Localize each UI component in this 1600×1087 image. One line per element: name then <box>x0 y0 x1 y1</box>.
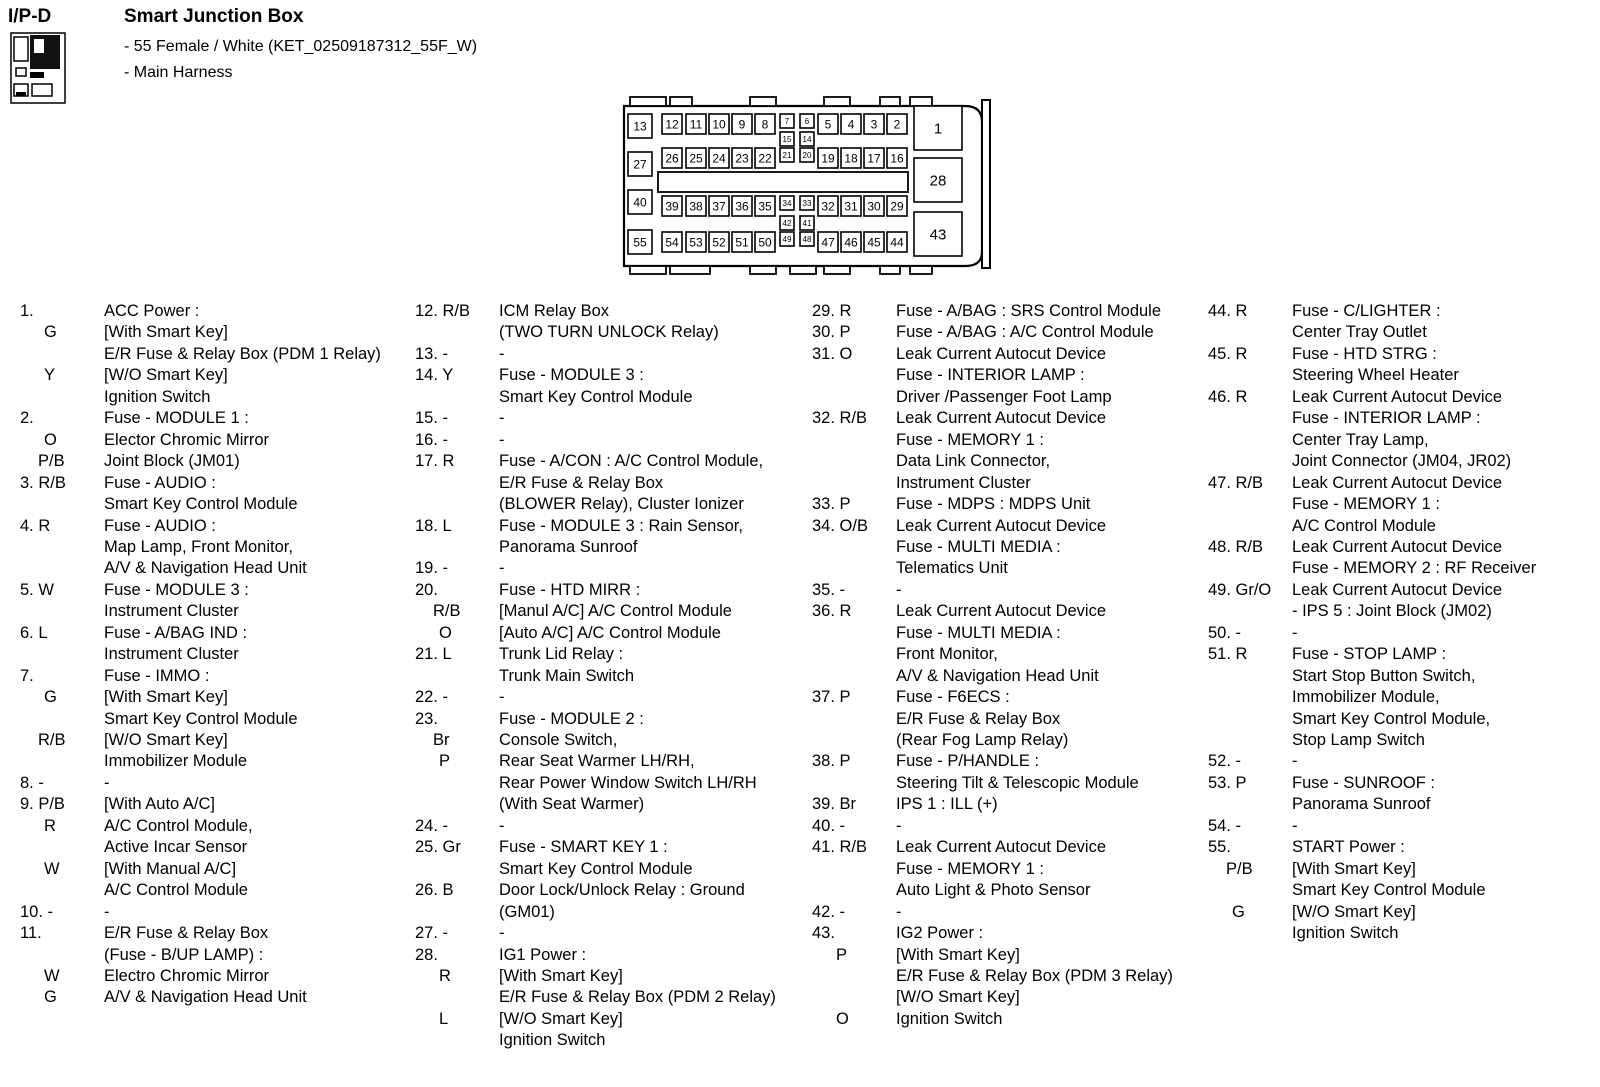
wire-color: Br <box>433 731 450 749</box>
pin-description: [W/O Smart Key] <box>104 731 228 749</box>
pin-number: 38 <box>689 199 703 214</box>
pin-description: Steering Tilt & Telescopic Module <box>896 773 1139 792</box>
pin-number-wire-color: 41. R/B <box>812 838 868 857</box>
pin-description: Steering Wheel Heater <box>1292 366 1459 385</box>
pin-number: 35 <box>758 199 772 214</box>
pin-description: (TWO TURN UNLOCK Relay) <box>499 323 719 342</box>
pin-description: Leak Current Autocut Device <box>1292 387 1503 406</box>
pin-description: A/V & Navigation Head Unit <box>104 559 307 578</box>
pin-number-wire-color: 47. R/B <box>1208 473 1264 492</box>
wire-color: O <box>836 1009 849 1028</box>
pin-number: 16 <box>890 151 904 166</box>
pin-description: - <box>896 816 902 835</box>
pin-number: 26 <box>665 151 679 166</box>
pin-number-wire-color: 14. Y <box>415 366 454 385</box>
pin-description: [With Manual A/C] <box>104 859 237 878</box>
pin-number: 3 <box>870 117 878 132</box>
pin-description: - <box>499 688 505 707</box>
pin-description: Auto Light & Photo Sensor <box>896 881 1091 900</box>
wire-color: G <box>44 988 57 1007</box>
pin-number-wire-color: 30. P <box>812 323 851 342</box>
pin-description: - <box>1292 623 1298 642</box>
wire-color: O <box>439 623 452 642</box>
pin-description: Fuse - HTD STRG : <box>1292 344 1437 363</box>
pin-description: - <box>499 924 505 943</box>
pin-number-wire-color: 37. P <box>812 688 851 707</box>
pin-description: Fuse - A/CON : A/C Control Module, <box>499 452 764 471</box>
pin-description: Panorama Sunroof <box>499 537 638 556</box>
pin-number: 49 <box>782 234 792 244</box>
pin-number-wire-color: 39. Br <box>812 795 857 814</box>
pin-number: 36 <box>735 199 749 214</box>
pin-description: Fuse - INTERIOR LAMP : <box>896 366 1085 385</box>
pin-number-wire-color: 53. P <box>1208 773 1247 792</box>
pin-number: 5 <box>824 117 832 132</box>
pin-description: Smart Key Control Module <box>499 387 693 406</box>
pin-description: E/R Fuse & Relay Box (PDM 2 Relay) <box>499 988 776 1007</box>
pin-number-wire-color: 18. L <box>415 516 452 535</box>
pin-description: (GM01) <box>499 902 555 921</box>
pin-description: Fuse - AUDIO : <box>104 473 216 492</box>
pin-description: Fuse - AUDIO : <box>104 516 216 535</box>
pin-description: Smart Key Control Module <box>1292 881 1486 900</box>
pin-description: Fuse - MEMORY 1 : <box>896 430 1044 449</box>
pin-number: 6 <box>804 116 810 126</box>
pin-number: 15 <box>782 134 792 144</box>
page-title: Smart Junction Box <box>124 6 304 27</box>
pin-description: A/V & Navigation Head Unit <box>104 988 307 1007</box>
pin-description: Rear Seat Warmer LH/RH, <box>499 752 695 771</box>
pin-description: ICM Relay Box <box>499 302 610 320</box>
top-tab <box>750 97 776 106</box>
pin-number-wire-color: 25. Gr <box>415 838 461 857</box>
pin-description: E/R Fuse & Relay Box <box>499 473 664 492</box>
pin-number-wire-color: 17. R <box>415 452 455 471</box>
pin-description: Joint Block (JM01) <box>104 452 240 471</box>
wire-color: G <box>44 688 57 707</box>
wire-color: P <box>439 752 451 771</box>
pin-number: 42 <box>782 218 792 228</box>
pin-description: - <box>896 580 902 599</box>
pin-description: Leak Current Autocut Device <box>1292 580 1503 599</box>
pin-description: Fuse - MODULE 2 : <box>499 709 644 728</box>
pin-number: 23 <box>735 151 749 166</box>
pin-number-wire-color: 11. <box>20 924 42 943</box>
top-tab <box>880 97 900 106</box>
pin-number: 8 <box>761 117 769 132</box>
pin-description: Door Lock/Unlock Relay : Ground <box>499 881 745 900</box>
top-tab <box>670 97 692 106</box>
pin-number: 32 <box>821 199 835 214</box>
pin-number-wire-color: 5. W <box>20 580 54 599</box>
pin-number-wire-color: 38. P <box>812 752 851 771</box>
pin-description: IG1 Power : <box>499 945 587 964</box>
pin-description: Fuse - C/LIGHTER : <box>1292 302 1441 320</box>
pin-number: 40 <box>633 195 647 210</box>
pin-description: - <box>499 816 505 835</box>
wire-color: P/B <box>1226 859 1253 878</box>
pin-number: 28 <box>929 172 947 190</box>
pin-description: Ignition Switch <box>499 1031 606 1050</box>
pin-description: Fuse - MEMORY 2 : RF Receiver <box>1292 559 1537 578</box>
pin-number-wire-color: 34. O/B <box>812 516 868 535</box>
connector-spec: - 55 Female / White (KET_02509187312_55F_W) <box>124 38 478 55</box>
bottom-tab <box>790 266 816 274</box>
pin-number-wire-color: 28. <box>415 945 438 964</box>
pin-description: Leak Current Autocut Device <box>896 516 1107 535</box>
pin-number-wire-color: 54. - <box>1208 816 1242 835</box>
pin-description: Ignition Switch <box>1292 924 1399 943</box>
pin-description: Ignition Switch <box>896 1009 1003 1028</box>
pin-number-wire-color: 35. - <box>812 580 846 599</box>
connector-latch <box>982 100 990 268</box>
pin-description: Fuse - MULTI MEDIA : <box>896 537 1061 556</box>
pin-description: [W/O Smart Key] <box>896 988 1020 1007</box>
pin-description: - <box>499 409 505 428</box>
pin-description: Fuse - MODULE 3 : <box>104 580 249 599</box>
pin-number-wire-color: 21. L <box>415 645 452 664</box>
pin-number: 11 <box>689 117 703 132</box>
pin-description: Map Lamp, Front Monitor, <box>104 537 293 556</box>
pin-description: Instrument Cluster <box>104 602 239 621</box>
pin-number: 14 <box>802 134 812 144</box>
pin-description: Fuse - F6ECS : <box>896 688 1010 707</box>
wire-color: W <box>44 966 60 985</box>
pin-description: Fuse - MEMORY 1 : <box>1292 495 1440 514</box>
pin-number-wire-color: 12. R/B <box>415 302 471 320</box>
pin-number: 4 <box>847 117 855 132</box>
pin-description: [With Smart Key] <box>499 966 623 985</box>
top-tab <box>910 97 932 106</box>
pin-description: - <box>499 559 505 578</box>
wire-color: G <box>1232 902 1245 921</box>
bottom-tab <box>750 266 776 274</box>
pin-description: (Fuse - B/UP LAMP) : <box>104 945 264 964</box>
pin-description: Elector Chromic Mirror <box>104 430 270 449</box>
pin-description: Front Monitor, <box>896 645 998 664</box>
pin-description: Fuse - P/HANDLE : <box>896 752 1040 771</box>
pin-description: - <box>499 344 505 363</box>
pin-number-wire-color: 48. R/B <box>1208 537 1264 556</box>
pin-number: 9 <box>738 117 746 132</box>
pin-number: 24 <box>712 151 726 166</box>
pin-number-wire-color: 9. P/B <box>20 795 65 814</box>
pin-number: 54 <box>665 235 679 250</box>
pin-number-wire-color: 27. - <box>415 924 449 943</box>
pin-number: 53 <box>689 235 703 250</box>
pin-description: [With Smart Key] <box>1292 859 1416 878</box>
pin-description: Fuse - A/BAG : SRS Control Module <box>896 302 1162 320</box>
pin-description: Leak Current Autocut Device <box>896 344 1107 363</box>
pin-description: Fuse - HTD MIRR : <box>499 580 641 599</box>
pin-number-wire-color: 46. R <box>1208 387 1248 406</box>
pin-description: Immobilizer Module <box>104 752 248 771</box>
pin-description: Leak Current Autocut Device <box>1292 537 1503 556</box>
pin-number-wire-color: 19. - <box>415 559 449 578</box>
pin-description: Leak Current Autocut Device <box>896 409 1107 428</box>
pin-number: 19 <box>821 151 835 166</box>
pin-description: ACC Power : <box>104 302 200 320</box>
pin-number-wire-color: 44. R <box>1208 302 1248 320</box>
pin-number-wire-color: 51. R <box>1208 645 1248 664</box>
pin-number: 33 <box>802 198 812 208</box>
pin-number: 48 <box>802 234 812 244</box>
pin-description: Fuse - MEMORY 1 : <box>896 859 1044 878</box>
pin-description: - <box>1292 816 1298 835</box>
pin-description: Instrument Cluster <box>104 645 239 664</box>
connector-face-diagram <box>620 92 1015 282</box>
bottom-tab <box>630 266 666 274</box>
pin-number: 2 <box>893 117 901 132</box>
pin-number: 44 <box>890 235 904 250</box>
pin-description: Fuse - MODULE 3 : Rain Sensor, <box>499 516 743 535</box>
pin-number-wire-color: 40. - <box>812 816 846 835</box>
pin-number: 45 <box>867 235 881 250</box>
pin-description: Fuse - INTERIOR LAMP : <box>1292 409 1481 428</box>
pin-description: Stop Lamp Switch <box>1292 731 1425 749</box>
pin-description: [With Smart Key] <box>104 688 228 707</box>
pin-number: 25 <box>689 151 703 166</box>
pin-number-wire-color: 20. <box>415 580 438 599</box>
pin-description: Fuse - A/BAG IND : <box>104 623 248 642</box>
pin-description: E/R Fuse & Relay Box <box>896 709 1061 728</box>
pin-description: (Rear Fog Lamp Relay) <box>896 731 1069 749</box>
pin-description: - <box>104 773 110 792</box>
pin-description: Leak Current Autocut Device <box>896 838 1107 857</box>
pin-number: 21 <box>782 150 792 160</box>
pin-number-wire-color: 31. O <box>812 344 853 363</box>
wire-color: R/B <box>433 602 461 621</box>
pin-number-wire-color: 55. <box>1208 838 1231 857</box>
pin-description: E/R Fuse & Relay Box (PDM 1 Relay) <box>104 344 381 363</box>
pin-description: IPS 1 : ILL (+) <box>896 795 998 814</box>
pin-number: 17 <box>867 151 881 166</box>
bottom-tab <box>824 266 850 274</box>
pin-description: Fuse - STOP LAMP : <box>1292 645 1447 664</box>
pin-number-wire-color: 22. - <box>415 688 449 707</box>
pin-number-wire-color: 32. R/B <box>812 409 868 428</box>
pin-description: START Power : <box>1292 838 1405 857</box>
bottom-tab <box>880 266 900 274</box>
pin-number: 20 <box>802 150 812 160</box>
pin-description: Fuse - MODULE 3 : <box>499 366 644 385</box>
pin-number-wire-color: 33. P <box>812 495 851 514</box>
pin-description: Ignition Switch <box>104 387 211 406</box>
pin-number: 46 <box>844 235 858 250</box>
pin-number-wire-color: 52. - <box>1208 752 1242 771</box>
pin-description: Leak Current Autocut Device <box>1292 473 1503 492</box>
pin-description: Trunk Main Switch <box>499 666 635 685</box>
pin-description: Center Tray Lamp, <box>1292 430 1429 449</box>
pin-description: Driver /Passenger Foot Lamp <box>896 387 1112 406</box>
pin-description: [W/O Smart Key] <box>104 366 228 385</box>
pin-number: 34 <box>782 198 792 208</box>
pin-number-wire-color: 43. <box>812 924 835 943</box>
pin-description: E/R Fuse & Relay Box <box>104 924 269 943</box>
pin-description: [Auto A/C] A/C Control Module <box>499 623 721 642</box>
pin-description: Panorama Sunroof <box>1292 795 1431 814</box>
pin-description: Fuse - SMART KEY 1 : <box>499 838 668 857</box>
pin-description: Fuse - A/BAG : A/C Control Module <box>896 323 1154 342</box>
pin-description: Smart Key Control Module <box>499 859 693 878</box>
pin-description: [Manul A/C] A/C Control Module <box>499 602 732 621</box>
pin-description: Data Link Connector, <box>896 452 1051 471</box>
bottom-tab <box>670 266 710 274</box>
pin-number: 41 <box>802 218 812 228</box>
wire-color: P <box>836 945 848 964</box>
wire-color: R/B <box>38 731 66 749</box>
pin-number-wire-color: 45. R <box>1208 344 1248 363</box>
pin-description: (BLOWER Relay), Cluster Ionizer <box>499 495 744 514</box>
pin-description: - <box>1292 752 1298 771</box>
pin-description: E/R Fuse & Relay Box (PDM 3 Relay) <box>896 966 1173 985</box>
pin-description: Fuse - MULTI MEDIA : <box>896 623 1061 642</box>
pin-number-wire-color: 50. - <box>1208 623 1242 642</box>
wire-color: L <box>439 1009 449 1028</box>
pin-number: 30 <box>867 199 881 214</box>
pin-description: Trunk Lid Relay : <box>499 645 624 664</box>
pin-number: 50 <box>758 235 772 250</box>
pin-description: Console Switch, <box>499 731 618 749</box>
pin-number: 37 <box>712 199 726 214</box>
top-tab <box>824 97 850 106</box>
pin-number: 10 <box>712 117 726 132</box>
pin-number: 13 <box>633 119 647 134</box>
pin-number: 31 <box>844 199 858 214</box>
pin-number-wire-color: 49. Gr/O <box>1208 580 1272 599</box>
pin-number-wire-color: 23. <box>415 709 438 728</box>
pin-number-wire-color: 13. - <box>415 344 449 363</box>
pin-number: 22 <box>758 151 772 166</box>
pin-description: A/C Control Module <box>104 881 248 900</box>
pin-description: - <box>104 902 110 921</box>
pin-number-wire-color: 7. <box>20 666 34 685</box>
pin-description: A/C Control Module <box>1292 516 1436 535</box>
pin-number-wire-color: 10. - <box>20 902 54 921</box>
wire-color: R <box>439 966 451 985</box>
pin-description: [With Smart Key] <box>896 945 1020 964</box>
harness-name: - Main Harness <box>124 64 233 81</box>
pin-number-wire-color: 24. - <box>415 816 449 835</box>
pin-number: 7 <box>784 116 790 126</box>
pin-description: IG2 Power : <box>896 924 984 943</box>
pin-number: 29 <box>890 199 904 214</box>
pin-description: Fuse - MODULE 1 : <box>104 409 249 428</box>
pin-number-wire-color: 6. L <box>20 623 48 642</box>
pin-description: Center Tray Outlet <box>1292 323 1427 342</box>
pin-number: 52 <box>712 235 726 250</box>
pin-number: 27 <box>633 157 647 172</box>
pin-description: Instrument Cluster <box>896 473 1031 492</box>
wire-color: R <box>44 816 56 835</box>
connector-code: I/P-D <box>8 6 52 27</box>
pin-description: - <box>896 902 902 921</box>
wire-color: G <box>44 323 57 342</box>
pin-description: - <box>499 430 505 449</box>
pin-description: [With Auto A/C] <box>104 795 215 814</box>
pin-description: Electro Chromic Mirror <box>104 966 270 985</box>
pin-description: Rear Power Window Switch LH/RH <box>499 773 757 792</box>
wire-color: O <box>44 430 57 449</box>
pin-description: Fuse - IMMO : <box>104 666 210 685</box>
pin-description: (With Seat Warmer) <box>499 795 645 814</box>
pin-number: 43 <box>929 226 947 244</box>
pin-description: Active Incar Sensor <box>104 838 248 857</box>
pin-number: 39 <box>665 199 679 214</box>
pin-number-wire-color: 3. R/B <box>20 473 66 492</box>
location-thumbnail-icon <box>10 32 66 104</box>
center-key-bar <box>658 172 908 192</box>
pin-description: Smart Key Control Module, <box>1292 709 1491 728</box>
pin-description: Fuse - MDPS : MDPS Unit <box>896 495 1091 514</box>
pin-description: Fuse - SUNROOF : <box>1292 773 1436 792</box>
pin-description: Immobilizer Module, <box>1292 688 1440 707</box>
wire-color: P/B <box>38 452 65 471</box>
pin-description: Joint Connector (JM04, JR02) <box>1292 452 1512 471</box>
pin-description: [W/O Smart Key] <box>1292 902 1416 921</box>
wire-color: Y <box>44 366 56 385</box>
pin-number-wire-color: 16. - <box>415 430 449 449</box>
pin-number: 1 <box>933 120 943 138</box>
pin-description: Leak Current Autocut Device <box>896 602 1107 621</box>
pin-number-wire-color: 15. - <box>415 409 449 428</box>
pin-number-wire-color: 29. R <box>812 302 852 320</box>
pin-number: 55 <box>633 235 647 250</box>
top-tab <box>630 97 666 106</box>
pin-number: 51 <box>735 235 749 250</box>
bottom-tab <box>910 266 932 274</box>
pin-number-wire-color: 4. R <box>20 516 51 535</box>
wire-color: W <box>44 859 60 878</box>
pin-description: Smart Key Control Module <box>104 495 298 514</box>
pin-description: Telematics Unit <box>896 559 1008 578</box>
pin-number-wire-color: 1. <box>20 302 34 320</box>
pin-number-wire-color: 26. B <box>415 881 454 900</box>
pin-description: [W/O Smart Key] <box>499 1009 623 1028</box>
pin-number-wire-color: 2. <box>20 409 34 428</box>
pin-description: A/V & Navigation Head Unit <box>896 666 1099 685</box>
pin-number: 47 <box>821 235 835 250</box>
pin-number: 12 <box>665 117 679 132</box>
pin-number: 18 <box>844 151 858 166</box>
pin-description: A/C Control Module, <box>104 816 253 835</box>
pin-description: [With Smart Key] <box>104 323 228 342</box>
pin-description: Smart Key Control Module <box>104 709 298 728</box>
pin-description: Start Stop Button Switch, <box>1292 666 1476 685</box>
pin-number-wire-color: 42. - <box>812 902 846 921</box>
pin-description: - IPS 5 : Joint Block (JM02) <box>1292 602 1492 621</box>
pin-number-wire-color: 36. R <box>812 602 852 621</box>
pin-number-wire-color: 8. - <box>20 773 44 792</box>
